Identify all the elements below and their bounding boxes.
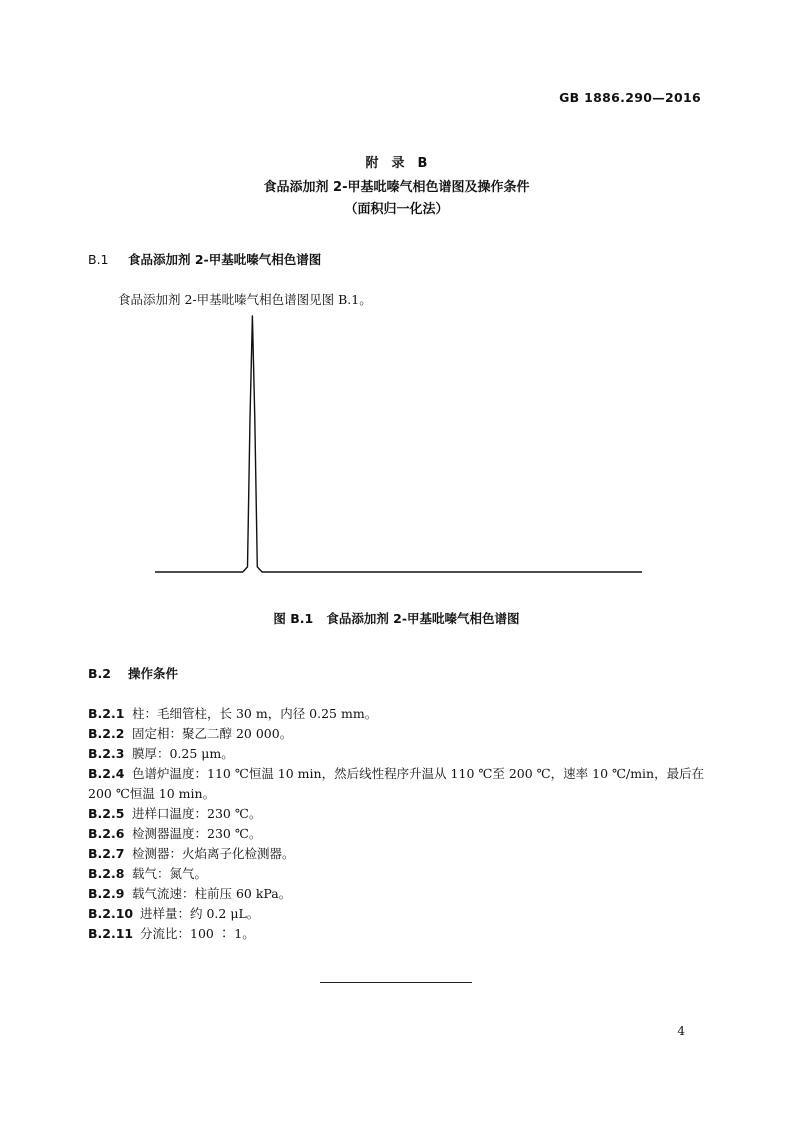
condition-number: B.2.9 <box>88 886 125 901</box>
condition-text: 色谱炉温度：110 ℃恒温 10 min，然后线性程序升温从 110 ℃至 200 ℃，速率 10 ℃/min，最后在 <box>132 766 705 781</box>
condition-text: 进样量：约 0.2 μL。 <box>140 906 260 921</box>
condition-number: B.2.2 <box>88 726 125 741</box>
condition-item <box>88 904 708 924</box>
condition-item <box>88 884 708 904</box>
condition-number: B.2.8 <box>88 866 125 881</box>
appendix-note: （面积归一化法） <box>344 202 449 217</box>
chromatogram-chart <box>150 312 650 577</box>
condition-number: B.2.11 <box>88 926 134 941</box>
condition-text: 固定相：聚乙二醇 20 000。 <box>132 726 293 741</box>
condition-item <box>88 844 708 864</box>
condition-number: B.2.3 <box>88 746 125 761</box>
section-b1-paragraph: 食品添加剂 2-甲基吡嗪气相色谱图见图 B.1。 <box>118 292 372 307</box>
condition-item-continuation <box>88 784 708 804</box>
condition-item <box>88 824 708 844</box>
condition-number: B.2.5 <box>88 806 125 821</box>
condition-text: 载气流速：柱前压 60 kPa。 <box>132 886 292 901</box>
condition-number: B.2.4 <box>88 766 125 781</box>
chromatogram-svg <box>150 312 650 577</box>
condition-number: B.2.6 <box>88 826 125 841</box>
condition-number: B.2.10 <box>88 906 134 921</box>
condition-text: 检测器：火焰离子化检测器。 <box>132 846 295 861</box>
figure-caption <box>0 609 793 627</box>
condition-item <box>88 864 708 884</box>
figure-caption-number: 图 B.1 <box>273 611 314 626</box>
condition-text: 检测器温度：230 ℃。 <box>132 826 262 841</box>
section-b2-title: 操作条件 <box>128 666 179 681</box>
section-b2-number: B.2 <box>88 666 111 681</box>
appendix-subtitle: 食品添加剂 2-甲基吡嗪气相色谱图及操作条件 <box>263 180 530 195</box>
end-rule <box>320 982 472 983</box>
condition-number: B.2.1 <box>88 706 125 721</box>
section-b2-heading <box>88 664 178 682</box>
condition-text: 柱：毛细管柱，长 30 m，内径 0.25 mm。 <box>132 706 378 721</box>
section-b1-heading <box>88 250 321 268</box>
appendix-title: 附 录 B <box>365 156 428 171</box>
condition-text: 分流比：100 ∶ 1。 <box>140 926 255 941</box>
conditions-list <box>88 704 708 944</box>
condition-text: 载气：氮气。 <box>132 866 208 881</box>
chromatogram-trace <box>155 316 642 572</box>
condition-text: 200 ℃恒温 10 min。 <box>88 786 216 801</box>
condition-text: 膜厚：0.25 μm。 <box>132 746 234 761</box>
condition-number: B.2.7 <box>88 846 125 861</box>
condition-item <box>88 804 708 824</box>
condition-text: 进样口温度：230 ℃。 <box>132 806 262 821</box>
standard-code: GB 1886.290—2016 <box>559 90 701 105</box>
condition-item <box>88 764 708 784</box>
condition-item <box>88 924 708 944</box>
figure-caption-text: 食品添加剂 2-甲基吡嗪气相色谱图 <box>326 611 520 626</box>
condition-item <box>88 744 708 764</box>
condition-item <box>88 724 708 744</box>
condition-item <box>88 704 708 724</box>
section-b1-title: 食品添加剂 2-甲基吡嗪气相色谱图 <box>128 252 322 267</box>
page-number: 4 <box>677 1024 685 1038</box>
section-b1-number: B.1 <box>88 252 109 267</box>
